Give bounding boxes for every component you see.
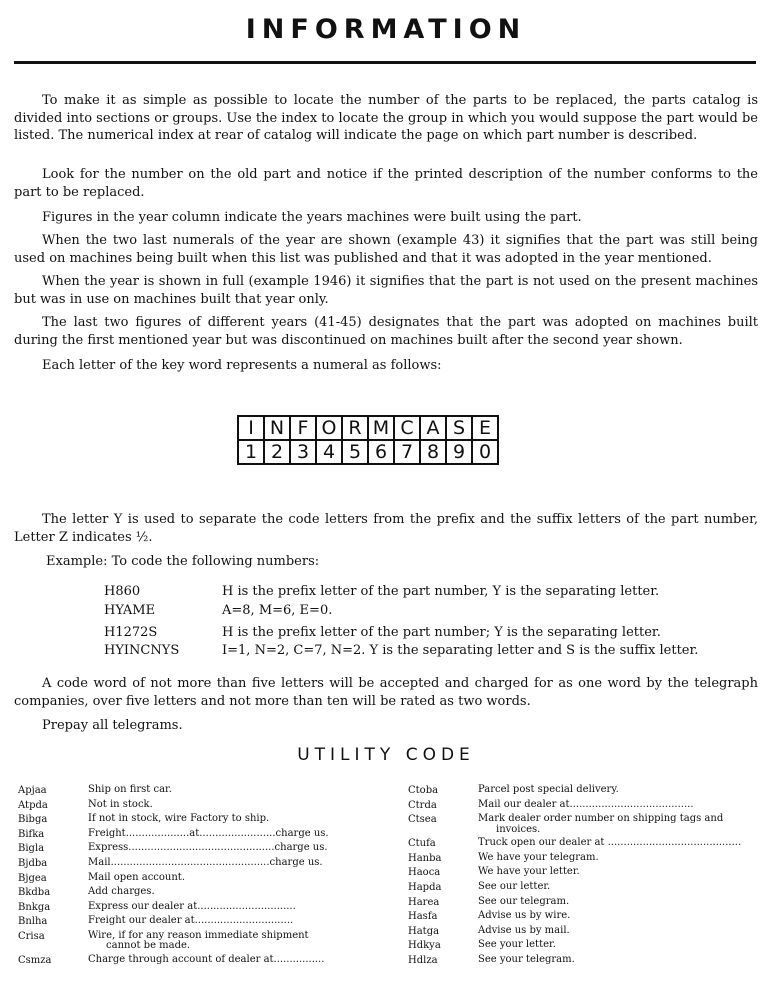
code-meaning: Freight....................at........................charge us.	[88, 827, 329, 839]
utility-code-left-column	[18, 785, 358, 970]
example-code: H860	[104, 584, 141, 599]
code-meaning: Ship on first car.	[88, 784, 172, 795]
utility-code-row	[18, 873, 358, 888]
utility-code-row	[408, 911, 768, 926]
code-word: Crisa	[18, 930, 45, 942]
paragraph-code-word: A code word of not more than five letters will be accepted and charged for as one word by the telegraph companies, over five letters and not more than ten will be rated as two words.	[14, 676, 758, 709]
code-meaning: Freight our dealer at...............................	[88, 915, 294, 927]
code-meaning: See your telegram.	[478, 953, 575, 965]
code-word: Bibga	[18, 814, 48, 826]
key-letters-row	[238, 416, 498, 440]
code-word: Bnkga	[18, 901, 51, 913]
code-meaning-line: Wire, if for any reason immediate shipment	[88, 929, 309, 941]
utility-code-row	[18, 843, 358, 858]
paragraph-intro: To make it as simple as possible to locate the number of the parts to be replaced, the parts catalog is divided into sections or groups. Use the index to locate the group in which you would suppose the part would be listed. The numerical index at rear of catalog will indicate the page on which part number is described.	[14, 93, 758, 143]
code-meaning: Charge through account of dealer at................	[88, 953, 325, 965]
paragraph-prepay: Prepay all telegrams.	[42, 718, 183, 733]
code-meaning: Mail our dealer at.......................................	[478, 798, 694, 810]
key-letter: O	[316, 416, 342, 440]
utility-code-row	[18, 814, 358, 829]
key-number: 1	[238, 440, 264, 464]
code-word: Csmza	[18, 954, 52, 966]
utility-code-row	[408, 955, 768, 970]
code-meaning: See our letter.	[478, 880, 551, 892]
code-meaning: Express our dealer at...............................	[88, 900, 296, 912]
code-meaning	[478, 814, 768, 835]
utility-code-row	[408, 838, 768, 853]
key-word-table	[237, 415, 499, 465]
code-meaning: See our telegram.	[478, 895, 570, 907]
example-code: HYINCNYS	[104, 643, 180, 658]
utility-code-row	[18, 931, 358, 955]
code-meaning: Mail open account.	[88, 871, 185, 883]
code-word: Bigla	[18, 843, 45, 855]
key-number: 8	[420, 440, 446, 464]
code-meaning: Advise us by wire.	[478, 910, 571, 922]
paragraph-year-column: Figures in the year column indicate the years machines were built using the part.	[42, 210, 582, 225]
key-number: 5	[342, 440, 368, 464]
example-code: H1272S	[104, 625, 158, 640]
utility-code-row	[18, 887, 358, 902]
key-letter: C	[394, 416, 420, 440]
code-word: Ctsea	[408, 814, 437, 826]
key-number: 6	[368, 440, 394, 464]
utility-code-row	[18, 858, 358, 873]
code-word: Apjaa	[18, 785, 47, 796]
code-meaning: We have your telegram.	[478, 851, 599, 863]
code-word: Ctoba	[408, 785, 439, 796]
key-number: 0	[472, 440, 498, 464]
code-word: Hdkya	[408, 940, 441, 952]
example-desc: H is the prefix letter of the part number; Y is the separating letter.	[222, 625, 661, 640]
paragraph-key-word: Each letter of the key word represents a numeral as follows:	[42, 358, 442, 373]
example-desc: H is the prefix letter of the part number, Y is the separating letter.	[222, 584, 660, 599]
utility-code-row	[18, 916, 358, 931]
key-letter: S	[446, 416, 472, 440]
code-word: Harea	[408, 896, 440, 908]
code-word: Bjgea	[18, 872, 47, 884]
utility-code-title: UTILITY CODE	[297, 745, 475, 765]
paragraph-two-years: The last two figures of different years (41-45) designates that the part was adopted on machines built during the first mentioned year but was discontinued on machines built after the second year shown.	[14, 315, 758, 348]
code-meaning: Advise us by mail.	[478, 924, 570, 936]
utility-code-right-column	[408, 785, 768, 970]
key-number: 4	[316, 440, 342, 464]
code-meaning-line: Mark dealer order number on shipping tags and	[478, 813, 724, 825]
code-meaning: See your letter.	[478, 939, 556, 951]
utility-code-row	[408, 926, 768, 941]
paragraph-two-numerals: When the two last numerals of the year are shown (example 43) it signifies that the part was still being used on machines being built when this list was published and that it was adopted in the year mentioned.	[14, 233, 758, 266]
code-meaning: Truck open our dealer at ..........................................	[478, 837, 742, 849]
code-word: Atpda	[18, 799, 48, 811]
code-meaning: Not in stock.	[88, 798, 153, 810]
utility-code-row	[408, 853, 768, 868]
code-word: Hanba	[408, 852, 442, 864]
code-word: Hdlza	[408, 954, 438, 966]
key-letter: M	[368, 416, 394, 440]
paragraph-year-full: When the year is shown in full (example 1946) it signifies that the part is not used on the present machines but was in use on machines built that year only.	[14, 274, 758, 307]
key-number: 2	[264, 440, 290, 464]
code-meaning: If not in stock, wire Factory to ship.	[88, 813, 270, 825]
example-code: HYAME	[104, 603, 156, 618]
code-word: Bifka	[18, 828, 45, 840]
utility-code-row	[408, 897, 768, 912]
key-letter: A	[420, 416, 446, 440]
key-letter: N	[264, 416, 290, 440]
code-meaning: We have your letter.	[478, 866, 580, 878]
code-word: Ctufa	[408, 838, 436, 850]
paragraph-example-intro: Example: To code the following numbers:	[46, 554, 320, 569]
code-word: Hatga	[408, 925, 440, 937]
utility-code-row	[408, 814, 768, 838]
key-numbers-row	[238, 440, 498, 464]
utility-code-row	[18, 829, 358, 844]
utility-code-row	[18, 800, 358, 815]
code-word: Bjdba	[18, 857, 48, 869]
utility-code-row	[18, 955, 358, 970]
paragraph-look-for-number: Look for the number on the old part and notice if the printed description of the number conforms to the part to be replaced.	[14, 167, 758, 200]
code-meaning: Express..............................................charge us.	[88, 842, 328, 854]
example-desc: I=1, N=2, C=7, N=2. Y is the separating letter and S is the suffix letter.	[222, 643, 699, 658]
code-word: Hasfa	[408, 911, 438, 923]
paragraph-letter-y: The letter Y is used to separate the code letters from the prefix and the suffix letters of the part number, Letter Z indicates ½.	[14, 512, 758, 545]
code-meaning: Parcel post special delivery.	[478, 784, 619, 795]
code-word: Bkdba	[18, 887, 51, 899]
code-word: Hapda	[408, 881, 442, 893]
key-number: 3	[290, 440, 316, 464]
utility-code-row	[18, 902, 358, 917]
title-rule	[14, 61, 756, 64]
utility-code-row	[408, 785, 768, 800]
utility-code-row	[408, 940, 768, 955]
code-meaning: Mail..................................................charge us.	[88, 856, 323, 868]
code-word: Ctrda	[408, 799, 437, 811]
code-word: Bnlha	[18, 916, 48, 928]
key-letter: I	[238, 416, 264, 440]
utility-code-row	[408, 867, 768, 882]
code-meaning: Add charges.	[88, 886, 155, 898]
key-letter: F	[290, 416, 316, 440]
utility-code-row	[408, 800, 768, 815]
utility-code-row	[18, 785, 358, 800]
code-meaning-line: cannot be made.	[106, 940, 191, 952]
key-letter: R	[342, 416, 368, 440]
example-desc: A=8, M=6, E=0.	[222, 603, 333, 618]
utility-code-row	[408, 882, 768, 897]
code-word: Haoca	[408, 867, 441, 879]
code-meaning-line: invoices.	[496, 823, 541, 835]
page-title: INFORMATION	[245, 14, 527, 45]
key-number: 7	[394, 440, 420, 464]
key-letter: E	[472, 416, 498, 440]
code-meaning	[88, 931, 356, 952]
key-number: 9	[446, 440, 472, 464]
